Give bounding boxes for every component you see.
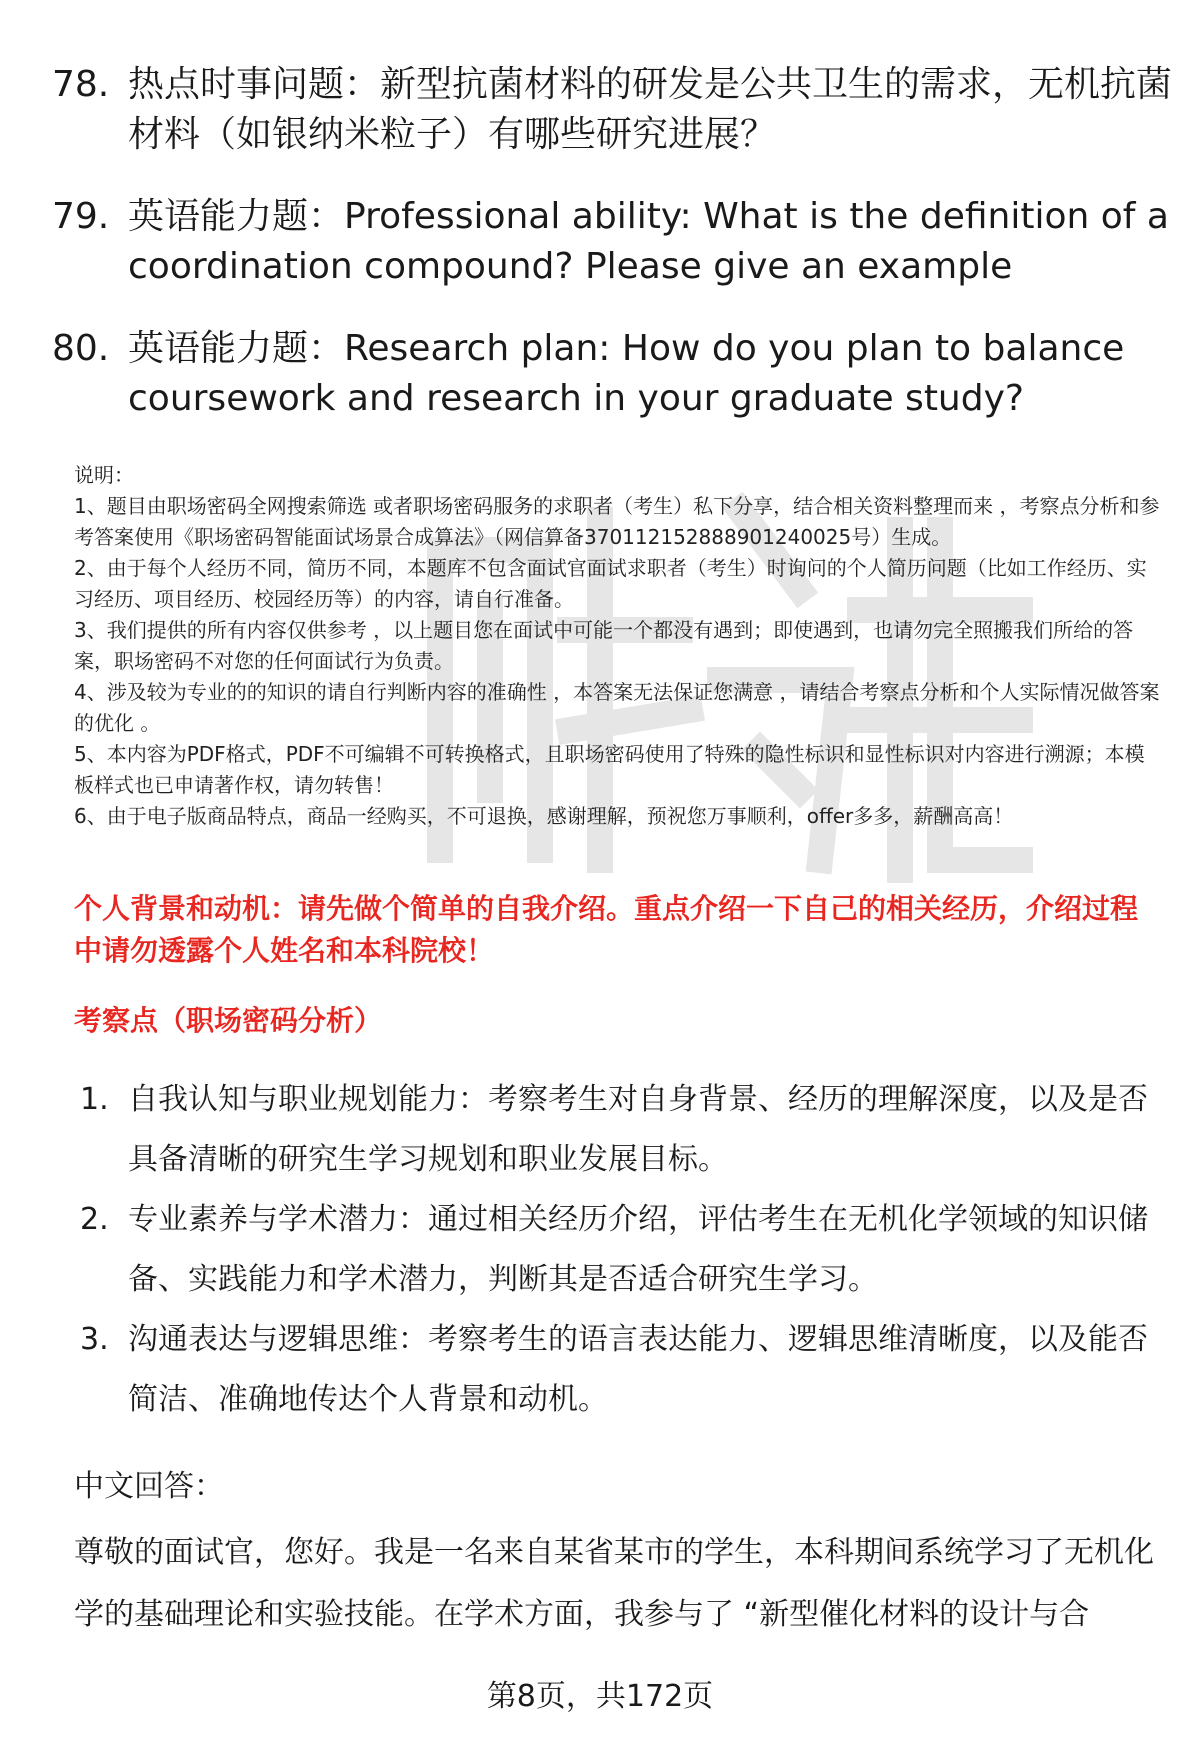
point-text: 专业素养与学术潜力：通过相关经历介绍，评估考生在无机化学领域的知识储备、实践能力和学术潜力，判断其是否适合研究生学习。 bbox=[128, 1202, 1148, 1297]
analysis-point bbox=[80, 1190, 1160, 1310]
analysis-title: 考察点（职场密码分析） bbox=[74, 1004, 383, 1037]
analysis-point bbox=[80, 1070, 1160, 1190]
page-footer: 第8页，共172页 bbox=[486, 1679, 714, 1714]
note-item: 1、题目由职场密码全网搜索筛选 或者职场密码服务的求职者（考生）私下分享，结合相关资料整理而来 ，考察点分析和参考答案使用《职场密码智能面试场景合成算法》（网信算备370112152888901240025号）生成。 bbox=[74, 494, 1160, 549]
note-item: 3、我们提供的所有内容仅供参考 ，以上题目您在面试中可能一个都没有遇到；即使遇到，也请勿完全照搬我们所给的答案，职场密码不对您的任何面试行为负责。 bbox=[74, 618, 1134, 673]
question-text: 英语能力题：Research plan: How do you plan to balance coursework and research in your graduate study? bbox=[128, 328, 1125, 419]
question-text: 英语能力题：Professional ability: What is the definition of a coordination compound? Please give an example bbox=[128, 196, 1169, 287]
note-item: 2、由于每个人经历不同，简历不同，本题库不包含面试官面试求职者（考生）时询问的个人简历问题（比如工作经历、实习经历、项目经历、校园经历等）的内容，请自行准备。 bbox=[74, 556, 1147, 611]
question-number: 78. bbox=[52, 64, 110, 105]
question-text: 热点时事问题：新型抗菌材料的研发是公共卫生的需求，无机抗菌材料（如银纳米粒子）有哪些研究进展？ bbox=[128, 64, 1173, 155]
section-title: 个人背景和动机：请先做个简单的自我介绍。重点介绍一下自己的相关经历，介绍过程中请勿透露个人姓名和本科院校！ bbox=[74, 892, 1139, 967]
analysis-point bbox=[80, 1310, 1160, 1430]
answer-text: 尊敬的面试官，您好。我是一名来自某省某市的学生，本科期间系统学习了无机化学的基础理论和实验技能。在学术方面，我参与了 “新型催化材料的设计与合 bbox=[74, 1535, 1154, 1632]
note-item: 6、由于电子版商品特点，商品一经购买，不可退换，感谢理解，预祝您万事顺利，offer多多，薪酬高高！ bbox=[74, 804, 1014, 828]
notes-block bbox=[74, 460, 1160, 832]
question-number: 80. bbox=[52, 328, 110, 369]
point-number: 3. bbox=[80, 1322, 109, 1357]
point-text: 自我认知与职业规划能力：考察考生对自身背景、经历的理解深度，以及是否具备清晰的研究生学习规划和职业发展目标。 bbox=[128, 1082, 1148, 1177]
notes-heading: 说明： bbox=[74, 463, 134, 487]
point-number: 1. bbox=[80, 1082, 109, 1117]
analysis-points bbox=[80, 1070, 1160, 1430]
point-text: 沟通表达与逻辑思维：考察考生的语言表达能力、逻辑思维清晰度，以及能否简洁、准确地传达个人背景和动机。 bbox=[128, 1322, 1148, 1417]
question-number: 79. bbox=[52, 196, 110, 237]
point-number: 2. bbox=[80, 1202, 109, 1237]
note-item: 4、涉及较为专业的的知识的请自行判断内容的准确性 ，本答案无法保证您满意 ，请结合考察点分析和个人实际情况做答案的优化 。 bbox=[74, 680, 1160, 735]
note-item: 5、本内容为PDF格式，PDF不可编辑不可转换格式，且职场密码使用了特殊的隐性标识和显性标识对内容进行溯源；本模板样式也已申请著作权，请勿转售！ bbox=[74, 742, 1145, 797]
answer-label: 中文回答： bbox=[74, 1469, 224, 1504]
